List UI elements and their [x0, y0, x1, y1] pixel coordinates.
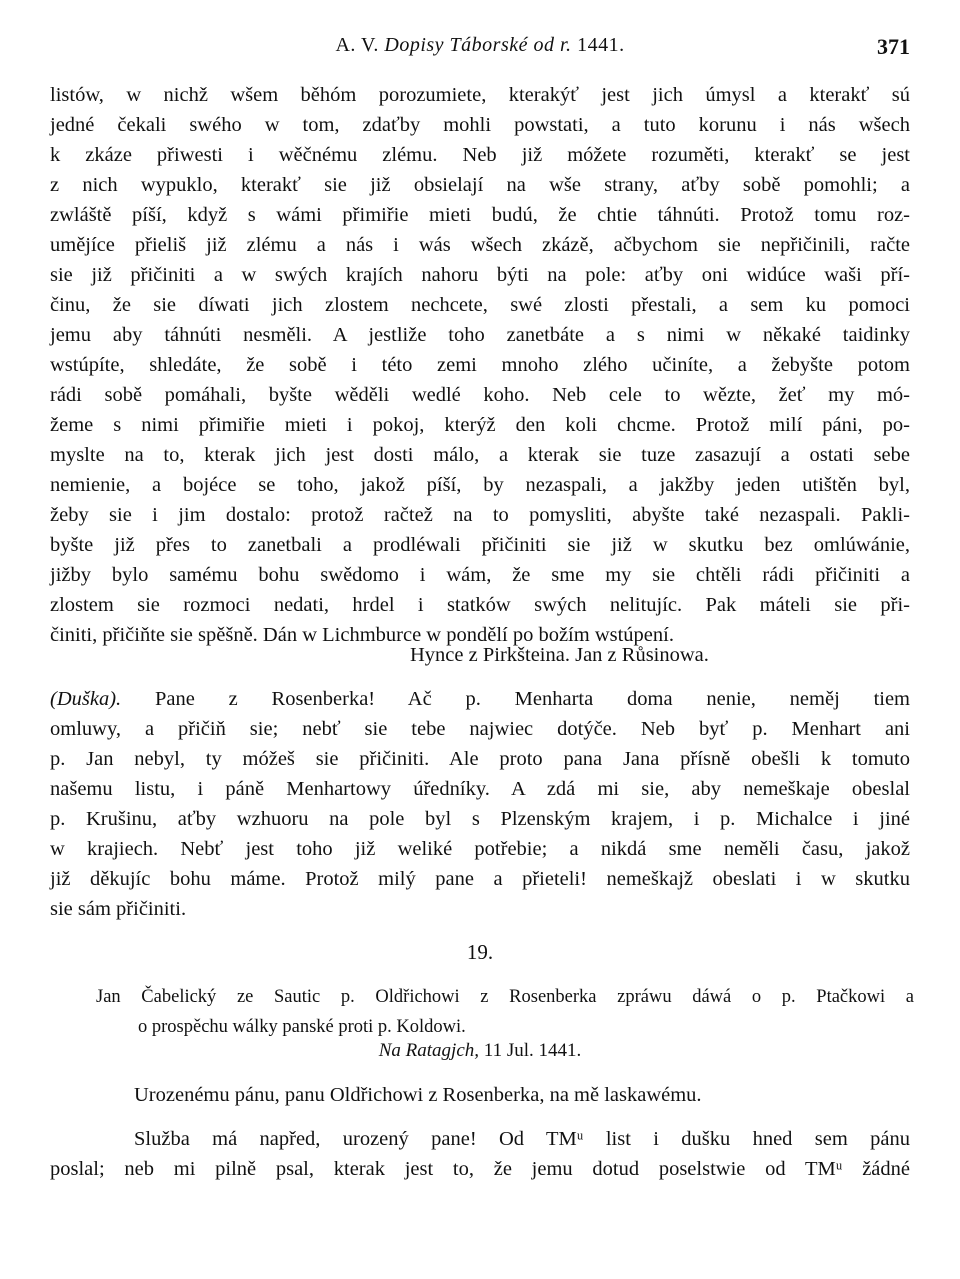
- date-value: 11 Jul. 1441.: [483, 1040, 582, 1061]
- text-line: žeme s nimi přimiřie mieti i pokoj, kterýž den koli chcme. Protož milí páni, po-: [50, 414, 910, 436]
- section-title: Dopisy Táborské od r.: [384, 34, 572, 56]
- postscript-body: [50, 684, 910, 924]
- text-line: jedné čekali swého w tom, zdaťby mohli powstati, a tuto korunu i nás wšech: [50, 114, 910, 136]
- postscript-speaker: (Duška).: [50, 688, 122, 710]
- section-year: 1441.: [577, 34, 625, 56]
- text-line: zlostem sie rozmoci nedati, hrdel i statków swých nelitujíc. Pak máteli sie při-: [50, 594, 910, 616]
- text-line: sie sám přičiniti.: [50, 898, 187, 920]
- text-line: [50, 684, 910, 714]
- text-line: w krajiech. Nebť jest toho již weliké potřebie; a nikdá sme neměli času, jakož: [50, 838, 910, 860]
- text-line: nemienie, a bojéce se toho, jakož píší, by nezaspali, a jakžby jeden utištěn byl,: [50, 474, 910, 496]
- text-line: činu, že sie díwati jich zlostem nechcete, swé zlosti přestali, a sem ku pomoci: [50, 294, 910, 316]
- text-line: našemu listu, i páně Menhartowy úředníky. A zdá mi sie, aby nemeškaje obeslal: [50, 778, 910, 800]
- running-head: [50, 34, 910, 57]
- text-line: p. Krušinu, aťby wzhuoru na pole byl s Plzenským krajem, i p. Michalce i jiné: [50, 808, 910, 830]
- page-header: [50, 34, 910, 64]
- series-label: A. V.: [335, 34, 379, 56]
- text-line: k zkáze přiwesti i wěčnému zlému. Neb již móžete rozuměti, kterakť se jest: [50, 144, 910, 166]
- text-line: umějíce přieliš již zlému a nás i wás wšech zkázě, ačbychom sie nepřičinili, račte: [50, 234, 910, 256]
- regest: [96, 982, 914, 1042]
- text-line: žeby sie i jim dostalo: protož račtež na to pomysliti, abyšte také nezaspali. Pakli-: [50, 504, 910, 526]
- text-line: Služba má napřed, urozený pane! Od TMᵘ list i dušku hned sem pánu: [134, 1128, 910, 1150]
- text-line: činiti, přičiňte sie spěšně. Dán w Lichmburce w pondělí po božím wstúpení.: [50, 624, 674, 646]
- text-line: omluwy, a přičiň sie; nebť sie tebe najwiec dotýče. Neb byť p. Menhart ani: [50, 718, 910, 740]
- letter-address: Urozenému pánu, panu Oldřichowi z Rosenberka, na mě laskawému.: [134, 1084, 702, 1106]
- text-line: myslte na to, kterak jich jest dosti málo, a kterak sie tuze zasazují a ostati sebe: [50, 444, 910, 466]
- document-number: 19.: [466, 940, 494, 964]
- date-place: Na Ratagjch,: [378, 1040, 480, 1061]
- regest-line: o prospěchu wálky panské proti p. Koldowi.: [138, 1017, 466, 1037]
- text-line: z nich wypuklo, kterakť sie již obsielají na wše strany, aťby sobě pomohli; a: [50, 174, 910, 196]
- regest-line: Jan Čabelický ze Sautic p. Oldřichowi z Rosenberka zpráwu dáwá o p. Ptačkowi a: [96, 987, 914, 1007]
- text-line: listów, w nichž wšem běhóm porozumiete, kterakýť jest jich úmysl a kterakť sú: [50, 84, 910, 106]
- text-line: již děkujíc bohu máme. Protož milý pane a přieteli! nemeškajž obeslati i w skutku: [50, 868, 910, 890]
- text-line: jižby bylo samému bohu swědomo i wám, že sme my sie chtěli rádi přičiniti a: [50, 564, 910, 586]
- text-line: rádi sobě pomáhali, byšte wěděli wedlé koho. Neb cele to wězte, žeť my mó-: [50, 384, 910, 406]
- letter-18-body: [50, 80, 910, 650]
- text-line: wstúpíte, shledáte, že sobě i této zemi mnoho zlého učiníte, a žebyšte potom: [50, 354, 910, 376]
- text-line: sie již přičiniti a w swých krajích nahoru býti na pole: aťby oni widúce waši pří-: [50, 264, 910, 286]
- text-line: zwláště píší, když s wámi přimiřie mieti budú, že chtie táhnúti. Protož tomu roz-: [50, 204, 910, 226]
- postscript-first-line: Pane z Rosenberka! Ač p. Menharta doma nenie, neměj tiem: [154, 688, 911, 710]
- signatories: Hynce z Pirkšteina. Jan z Růsinowa.: [410, 644, 709, 666]
- text-line: byšte již přes to zanetbali a prodléwali přičiniti sie již w skutku bez omlúwánie,: [50, 534, 910, 556]
- text-line: jemu aby táhnúti nesměli. A jestliže toho zanetbáte a s nimi w někaké taidinky: [50, 324, 910, 346]
- text-line: poslal; neb mi pilně psal, kterak jest to, že jemu dotud poselstwie od TMᵘ žádné: [50, 1158, 910, 1180]
- page-number: 371: [877, 34, 910, 59]
- date-line: [0, 1040, 960, 1062]
- letter-19-body: [50, 1124, 910, 1184]
- text-line: p. Jan nebyl, ty móžeš sie přičiniti. Ale proto pana Jana přísně obešli k tomuto: [50, 748, 910, 770]
